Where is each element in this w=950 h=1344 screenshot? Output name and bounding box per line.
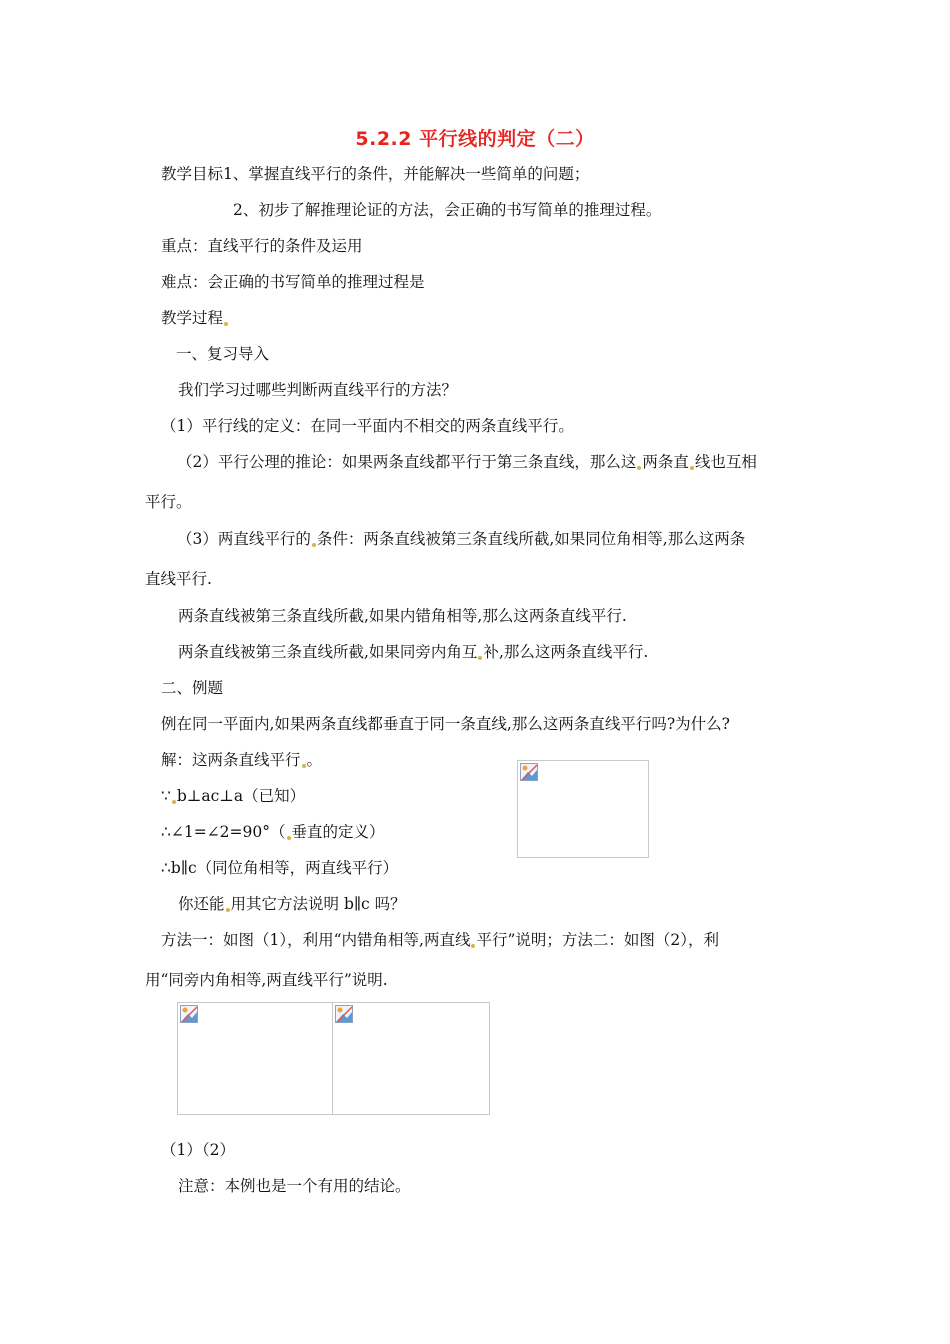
objective-line-2: 2、初步了解推理论证的方法，会正确的书写简单的推理过程。 xyxy=(233,201,662,219)
answer-text: 解：这两条直线平行 xyxy=(161,751,301,769)
broken-image-icon xyxy=(335,1005,353,1023)
marker-dot xyxy=(224,322,228,326)
condition-item-1: （1）平行线的定义：在同一平面内不相交的两条直线平行。 xyxy=(161,417,574,435)
section2-heading: 二、例题 xyxy=(161,679,224,697)
extra-question xyxy=(178,894,406,914)
difficulty: 难点：会正确的书写简单的推理过程是 xyxy=(161,273,425,291)
extra-question-part-b: 用其它方法说明 b∥c 吗？ xyxy=(230,895,406,913)
methods-cont: 用“同旁内角相等,两直线平行”说明. xyxy=(145,971,388,989)
process-heading xyxy=(161,308,229,328)
condition-item-3-part-b: 条件：两条直线被第三条直线所截,如果同位角相等,那么这两条 xyxy=(316,530,746,548)
process-heading-text: 教学过程 xyxy=(161,309,224,327)
example-figure xyxy=(517,760,649,858)
condition-item-3-cont: 直线平行. xyxy=(145,570,212,588)
because-symbol: ∵ xyxy=(161,787,171,805)
proof-step-2-part-a: ∴∠1=∠2=90°（ xyxy=(161,823,286,841)
condition-item-3-part-a: （3）两直线平行的 xyxy=(177,530,311,548)
marker-dot xyxy=(226,908,230,912)
broken-image-icon xyxy=(180,1005,198,1023)
marker-dot xyxy=(302,764,306,768)
condition-item-2-part-b: 两条直 xyxy=(642,453,689,471)
key-point: 重点：直线平行的条件及运用 xyxy=(161,237,363,255)
methods-part-b: 平行”说明；方法二：如图（2），利 xyxy=(476,931,720,949)
section1-heading: 一、复习导入 xyxy=(176,345,270,363)
condition-item-2-part-a: （2）平行公理的推论：如果两条直线都平行于第三条直线，那么这 xyxy=(177,453,637,471)
proof-step-1-text: b⊥ac⊥a（已知） xyxy=(176,787,306,805)
proof-step-2 xyxy=(161,822,385,842)
proof-step-2-part-b: 垂直的定义） xyxy=(291,823,385,841)
condition-item-5-part-a: 两条直线被第三条直线所截,如果同旁内角互 xyxy=(178,643,478,661)
broken-image-icon xyxy=(520,763,538,781)
condition-item-4: 两条直线被第三条直线所截,如果内错角相等,那么这两条直线平行. xyxy=(178,607,627,625)
objective-line-1: 教学目标1、掌握直线平行的条件，并能解决一些简单的问题； xyxy=(161,165,590,183)
marker-dot xyxy=(172,800,176,804)
marker-dot xyxy=(287,836,291,840)
answer-end: 。 xyxy=(306,751,323,769)
condition-item-3 xyxy=(177,529,745,549)
condition-item-2 xyxy=(177,452,757,472)
condition-item-5-part-b: 补,那么这两条直线平行. xyxy=(483,643,649,661)
condition-item-2-cont: 平行。 xyxy=(145,493,192,511)
marker-dot xyxy=(471,944,475,948)
review-question: 我们学习过哪些判断两直线平行的方法？ xyxy=(178,381,458,399)
proof-step-3: ∴b∥c（同位角相等，两直线平行） xyxy=(161,859,399,877)
marker-dot xyxy=(690,466,694,470)
figure-1 xyxy=(177,1002,334,1115)
extra-question-part-a: 你还能 xyxy=(178,895,225,913)
example-statement: 例在同一平面内,如果两条直线都垂直于同一条直线,那么这两条直线平行吗?为什么? xyxy=(161,715,730,733)
figure-2 xyxy=(332,1002,490,1115)
figure-labels: （1）（2） xyxy=(161,1141,235,1159)
answer-line xyxy=(161,750,322,770)
marker-dot xyxy=(478,656,482,660)
proof-step-1 xyxy=(161,786,305,806)
marker-dot xyxy=(637,466,641,470)
methods-part-a: 方法一：如图（1），利用“内错角相等,两直线 xyxy=(161,931,471,949)
condition-item-5 xyxy=(178,642,648,662)
page-title: 5.2.2 平行线的判定（二） xyxy=(355,128,595,150)
methods-line xyxy=(161,930,719,950)
note: 注意：本例也是一个有用的结论。 xyxy=(178,1177,411,1195)
condition-item-2-part-c: 线也互相 xyxy=(694,453,757,471)
marker-dot xyxy=(312,543,316,547)
